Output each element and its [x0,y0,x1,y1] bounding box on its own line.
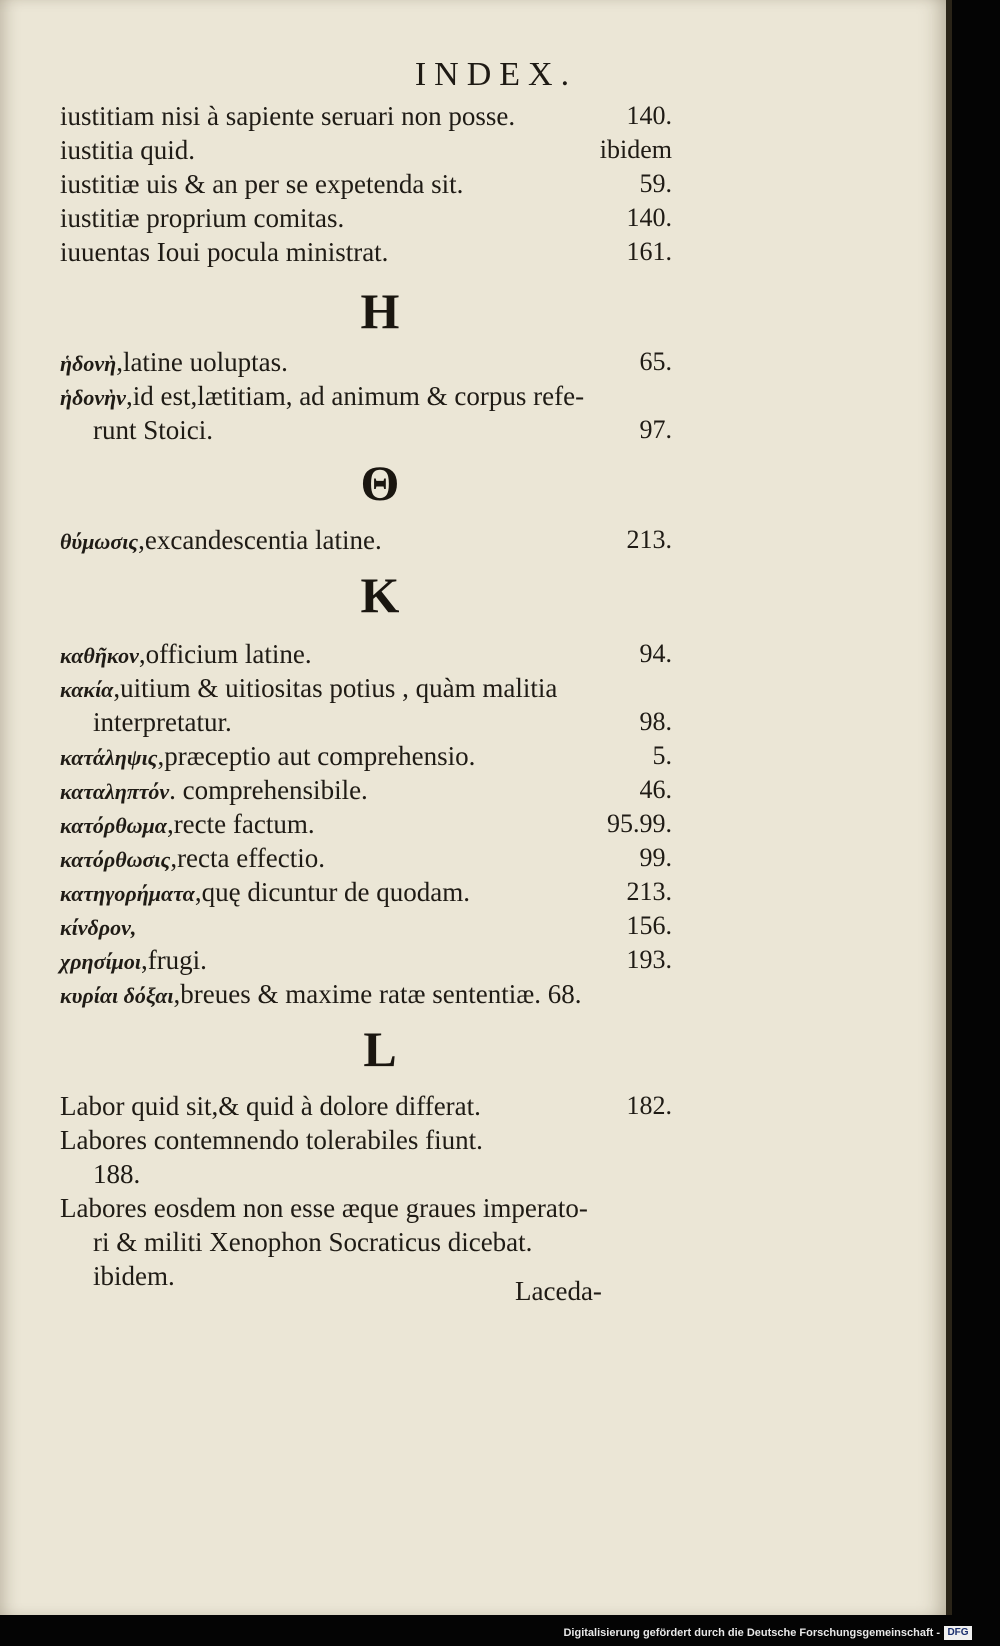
page-ref: 213. [626,525,672,554]
page-ref: ibidem [599,135,672,164]
entry-gloss: ,recta effectio. [170,843,325,873]
index-entry [60,876,680,910]
greek-term: χρησίμοι [60,949,141,974]
page-ref: 140. [626,203,672,232]
entry-gloss: ,quę dicuntur de quodam. [194,877,471,907]
index-entry [60,740,680,774]
entry-gloss: ,officium latine. [138,639,312,669]
index-entry [60,774,680,808]
index-entry: Labor quid sit,& quid à dolore differat. [60,1091,481,1121]
entry-gloss: ,uitium & uitiositas potius , quàm malitia [113,673,558,703]
entry-continuation: runt Stoici. [93,415,213,445]
index-entry [60,808,680,842]
page-ref: 65. [639,347,672,376]
section-letter-h: H [360,283,400,339]
greek-term: κίνδρον, [60,915,137,940]
greek-term: κακία [60,677,114,702]
entry-gloss: ,recte factum. [166,809,315,839]
index-entry: iuuentas Ioui pocula ministrat. [60,237,389,267]
index-entry [60,910,680,944]
index-entry: iustitiæ uis & an per se expetenda sit. [60,169,464,199]
dfg-logo: DFG [944,1626,972,1640]
page-ref: 99. [639,843,672,872]
index-entry: Labores eosdem non esse æque graues imperato- [60,1193,588,1223]
entry-gloss: ,præceptio aut comprehensio. [157,741,476,771]
page-ref: 213. [626,877,672,906]
entry-continuation: 188. [93,1159,141,1189]
entry-continuation: ibidem. [93,1261,175,1291]
entry-gloss: ,breues & maxime ratæ sententiæ. 68. [173,979,582,1009]
entry-gloss: ,latine uoluptas. [116,347,288,377]
index-entry [60,346,680,380]
section-letter-theta: Θ [360,455,400,511]
page-ref: 5. [652,741,672,770]
greek-term: καθῆκον [60,643,139,668]
index-entry [60,380,680,414]
entry-gloss: ,id est,lætitiam, ad animum & corpus refe- [125,381,585,411]
page-ref: 140. [626,101,672,130]
index-entry [60,672,680,706]
greek-term: καταληπτόν [60,779,170,804]
index-entry: iustitiæ proprium comitas. [60,203,345,233]
greek-term: κατόρθωμα [60,813,167,838]
entry-continuation: interpretatur. [93,707,232,737]
greek-term: κυρίαι δόξαι [60,983,174,1008]
index-entry: iustitia quid. [60,135,195,165]
greek-term: ἡδονὴ [60,351,117,376]
index-entry: Labores contemnendo tolerabiles fiunt. [60,1125,483,1155]
page-ref: 59. [639,169,672,198]
page-ref: 94. [639,639,672,668]
section-letter-l: L [363,1021,397,1077]
page-ref: 193. [626,945,672,974]
section-letter-k: K [360,567,400,623]
entry-gloss: . comprehensibile. [169,775,368,805]
page-ref: 98. [639,707,672,736]
greek-term: κατηγορήματα [60,881,195,906]
entry-gloss: ,excandescentia latine. [138,525,382,555]
greek-term: κατάληψις [60,745,158,770]
funding-footer: Digitalisierung gefördert durch die Deutsche Forschungsgemeinschaft - [563,1627,940,1639]
page-ref: 46. [639,775,672,804]
entry-continuation: ri & militi Xenophon Socraticus dicebat. [93,1227,533,1257]
entry-gloss: ,frugi. [140,945,207,975]
index-entry [60,978,680,1012]
index-entry [60,842,680,876]
index-entry: iustitiam nisi à sapiente seruari non posse. [60,101,516,131]
greek-term: ἡδονὴν [60,385,126,410]
page-ref: 97. [639,415,672,444]
page-ref: 156. [626,911,672,940]
running-head: INDEX. [414,56,578,93]
greek-term: θύμωσις [60,529,139,554]
page-ref: 161. [626,237,672,266]
index-entry [60,524,680,558]
index-entry [60,638,680,672]
greek-term: κατόρθωσις [60,847,171,872]
page-ref: 182. [626,1091,672,1120]
index-entry [60,944,680,978]
page-ref: 95.99. [607,809,672,838]
catchword: Laceda- [515,1276,602,1306]
